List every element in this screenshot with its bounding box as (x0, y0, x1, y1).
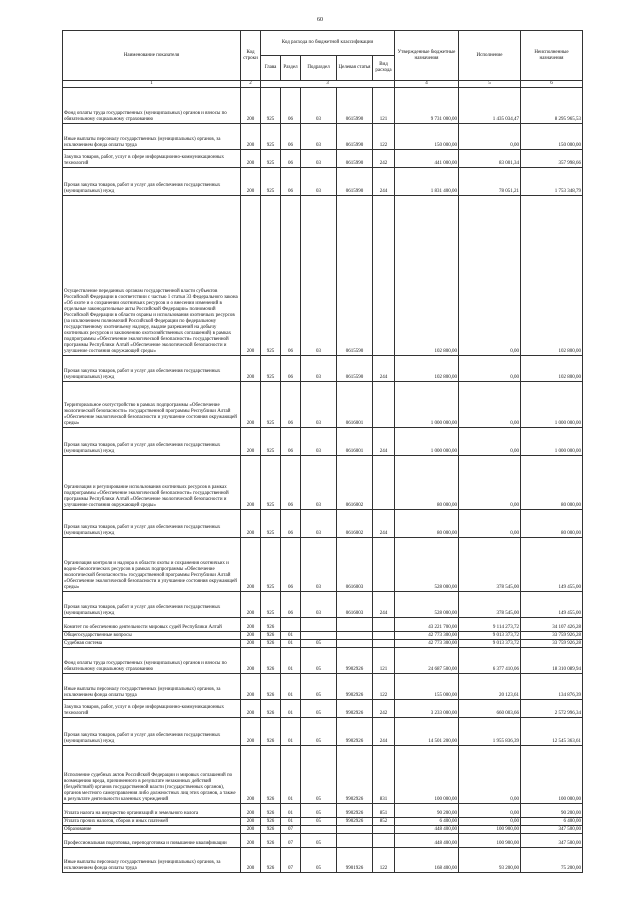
row-expense-type: 122 (373, 848, 395, 873)
row-expense-type: 244 (373, 510, 395, 538)
row-expense-type: 121 (373, 88, 395, 124)
header-glava: Глава (261, 56, 281, 81)
row-name: Исполнение судебных актов Российской Федерации и мировых соглашений по возмещению вреда, причиненного в результате незаконных действий (бездействий) органов государственной власти (государственных органов), органов местного самоуправления либо должностных лиц этих органов, а также в результате деятельности казенных учреждений (63, 746, 241, 804)
row-podrazdel: 03 (301, 196, 337, 356)
row-razdel: 06 (281, 124, 301, 150)
header-podrazdel: Подраздел (301, 56, 337, 81)
row-glava: 925 (261, 196, 281, 356)
row-approved: 80 000,00 (395, 456, 459, 510)
row-glava: 926 (261, 804, 281, 818)
row-name: Профессиональная подготовка, переподготовка и повышение квалификации (63, 834, 241, 848)
header-name: Наименование показателя (63, 31, 241, 81)
row-name: Общегосударственные вопросы (63, 632, 241, 640)
row-target-article: 9902926 (337, 648, 373, 674)
row-razdel: 01 (281, 718, 301, 746)
row-glava: 926 (261, 818, 281, 826)
row-execution: 1 955 836,39 (459, 718, 521, 746)
table-row (63, 456, 583, 510)
row-name: Прочая закупка товаров, работ и услуг для обеспечения государственных (муниципальных) нужд (63, 428, 241, 456)
column-number: 4 (395, 81, 459, 88)
row-execution: 378 545,00 (459, 592, 521, 618)
row-glava: 925 (261, 88, 281, 124)
row-podrazdel: 05 (301, 648, 337, 674)
row-glava: 925 (261, 538, 281, 592)
row-podrazdel: 03 (301, 124, 337, 150)
row-execution: 0,00 (459, 510, 521, 538)
row-razdel: 01 (281, 818, 301, 826)
row-expense-type (373, 632, 395, 640)
header-expense-type: Вид расхода (373, 56, 395, 81)
row-unexecuted: 102 800,00 (521, 356, 583, 382)
row-unexecuted: 357 998,66 (521, 150, 583, 168)
row-approved: 528 000,00 (395, 592, 459, 618)
table-row (63, 818, 583, 826)
row-name: Территориальное охотустройство в рамках подпрограммы «Обеспечение экологической безопасности» государственной программы Республики Алтай «Обеспечение экологической безопасности и улучшение состояния окружающей среды» (63, 382, 241, 428)
row-expense-type (373, 834, 395, 848)
row-approved: 528 000,00 (395, 538, 459, 592)
header-row-code: Код строки (241, 31, 261, 81)
row-execution: 0,00 (459, 804, 521, 818)
row-approved: 168 400,00 (395, 848, 459, 873)
row-target-article: 0615990 (337, 150, 373, 168)
table-row (63, 648, 583, 674)
row-razdel: 01 (281, 700, 301, 718)
row-glava: 926 (261, 618, 281, 632)
row-podrazdel: 05 (301, 834, 337, 848)
row-code: 200 (241, 592, 261, 618)
row-target-article: 9902926 (337, 718, 373, 746)
row-glava: 926 (261, 826, 281, 834)
row-podrazdel: 03 (301, 510, 337, 538)
row-approved: 448 400,00 (395, 826, 459, 834)
row-unexecuted: 80 000,00 (521, 456, 583, 510)
row-approved: 42 773 300,00 (395, 632, 459, 640)
table-row (63, 718, 583, 746)
row-execution: 20 123,61 (459, 674, 521, 700)
row-target-article: 0616003 (337, 538, 373, 592)
row-code: 200 (241, 834, 261, 848)
row-name: Иные выплаты персоналу государственных (муниципальных) органов, за исключением фонда оплаты труда (63, 674, 241, 700)
row-target-article: 0615990 (337, 168, 373, 196)
row-expense-type: 242 (373, 150, 395, 168)
row-name: Образование (63, 826, 241, 834)
row-target-article: 0616002 (337, 456, 373, 510)
row-glava: 926 (261, 746, 281, 804)
row-unexecuted: 1 753 348,79 (521, 168, 583, 196)
row-expense-type (373, 826, 395, 834)
row-glava: 925 (261, 510, 281, 538)
row-approved: 1 000 000,00 (395, 382, 459, 428)
row-unexecuted: 149 455,00 (521, 538, 583, 592)
table-row (63, 618, 583, 632)
row-podrazdel: 05 (301, 674, 337, 700)
row-razdel: 01 (281, 674, 301, 700)
row-razdel: 01 (281, 746, 301, 804)
row-name: Прочая закупка товаров, работ и услуг для обеспечения государственных (муниципальных) нужд (63, 592, 241, 618)
row-podrazdel: 03 (301, 456, 337, 510)
row-razdel: 01 (281, 648, 301, 674)
row-razdel: 07 (281, 834, 301, 848)
table-row (63, 538, 583, 592)
row-expense-type: 851 (373, 804, 395, 818)
row-razdel: 06 (281, 356, 301, 382)
row-glava: 926 (261, 648, 281, 674)
table-row (63, 168, 583, 196)
row-unexecuted: 149 455,00 (521, 592, 583, 618)
row-name: Прочая закупка товаров, работ и услуг для обеспечения государственных (муниципальных) нужд (63, 356, 241, 382)
header-classification: Код расхода по бюджетной классификации (261, 31, 395, 56)
row-code: 200 (241, 640, 261, 648)
table-row (63, 632, 583, 640)
row-podrazdel: 03 (301, 150, 337, 168)
row-name: Фонд оплаты труда государственных (муниципальных) органов и взносы по обязательному социальному страхованию (63, 88, 241, 124)
table-row (63, 834, 583, 848)
row-unexecuted: 34 107 426,28 (521, 618, 583, 632)
row-approved: 6 400,00 (395, 818, 459, 826)
row-glava: 925 (261, 124, 281, 150)
row-target-article: 0615590 (337, 356, 373, 382)
row-approved: 80 000,00 (395, 510, 459, 538)
row-execution: 9 013 373,72 (459, 632, 521, 640)
table-row (63, 150, 583, 168)
row-expense-type: 244 (373, 168, 395, 196)
table-row (63, 510, 583, 538)
row-execution: 0,00 (459, 746, 521, 804)
row-code: 200 (241, 632, 261, 640)
row-podrazdel: 03 (301, 356, 337, 382)
column-number: 6 (521, 81, 583, 88)
row-podrazdel: 05 (301, 700, 337, 718)
row-name: Организация контроля и надзора в области охоты и сохранения охотничьих и водно-биологических ресурсов в рамках подпрограммы «Обеспечение экологической безопасности» государственной программы Республики Алтай «Обеспечение экологической безопасности и улучшение состояния окружающей среды» (63, 538, 241, 592)
row-expense-type (373, 456, 395, 510)
row-razdel: 01 (281, 804, 301, 818)
row-approved: 100 000,00 (395, 746, 459, 804)
row-unexecuted: 1 000 000,00 (521, 382, 583, 428)
row-execution: 100 900,00 (459, 834, 521, 848)
row-target-article (337, 834, 373, 848)
column-number: 5 (459, 81, 521, 88)
table-row (63, 826, 583, 834)
row-approved: 102 800,00 (395, 356, 459, 382)
row-execution: 0,00 (459, 428, 521, 456)
table-body (63, 88, 583, 873)
row-podrazdel: 03 (301, 592, 337, 618)
row-expense-type (373, 196, 395, 356)
row-code: 200 (241, 456, 261, 510)
row-name: Уплата прочих налогов, сборов и иных платежей (63, 818, 241, 826)
row-code: 200 (241, 150, 261, 168)
row-execution: 0,00 (459, 124, 521, 150)
row-podrazdel (301, 826, 337, 834)
row-code: 200 (241, 746, 261, 804)
row-target-article: 9902926 (337, 804, 373, 818)
row-razdel: 06 (281, 538, 301, 592)
row-target-article: 0616002 (337, 510, 373, 538)
row-expense-type: 122 (373, 124, 395, 150)
row-target-article: 9902926 (337, 818, 373, 826)
row-expense-type: 852 (373, 818, 395, 826)
row-unexecuted: 150 000,00 (521, 124, 583, 150)
row-execution: 78 051,21 (459, 168, 521, 196)
table-row (63, 88, 583, 124)
row-razdel: 07 (281, 848, 301, 873)
row-unexecuted: 12 545 363,61 (521, 718, 583, 746)
row-execution: 0,00 (459, 456, 521, 510)
row-approved: 1 831 400,00 (395, 168, 459, 196)
row-target-article: 9902926 (337, 674, 373, 700)
row-code: 200 (241, 168, 261, 196)
row-approved: 90 200,00 (395, 804, 459, 818)
row-code: 200 (241, 538, 261, 592)
table-row (63, 592, 583, 618)
row-approved: 43 221 700,00 (395, 618, 459, 632)
row-unexecuted: 1 000 000,00 (521, 428, 583, 456)
table-row (63, 428, 583, 456)
row-approved: 155 000,00 (395, 674, 459, 700)
row-name: Фонд оплаты труда государственных (муниципальных) органов и взносы по обязательному социальному страхованию (63, 648, 241, 674)
row-execution: 9 114 273,72 (459, 618, 521, 632)
row-target-article: 0616003 (337, 592, 373, 618)
row-expense-type: 122 (373, 674, 395, 700)
row-razdel: 06 (281, 196, 301, 356)
row-name: Уплата налога на имущество организаций и земельного налога (63, 804, 241, 818)
row-execution: 6 377 410,06 (459, 648, 521, 674)
row-code: 200 (241, 848, 261, 873)
row-unexecuted: 100 000,00 (521, 746, 583, 804)
row-glava: 925 (261, 150, 281, 168)
row-unexecuted: 102 800,00 (521, 196, 583, 356)
row-name: Прочая закупка товаров, работ и услуг для обеспечения государственных (муниципальных) нужд (63, 510, 241, 538)
row-unexecuted: 2 572 996,34 (521, 700, 583, 718)
row-code: 200 (241, 356, 261, 382)
row-razdel: 06 (281, 592, 301, 618)
row-razdel: 01 (281, 632, 301, 640)
row-podrazdel (301, 632, 337, 640)
row-razdel: 06 (281, 88, 301, 124)
row-podrazdel: 05 (301, 640, 337, 648)
row-expense-type: 242 (373, 700, 395, 718)
row-glava: 926 (261, 700, 281, 718)
row-target-article (337, 640, 373, 648)
row-target-article: 0615990 (337, 88, 373, 124)
row-unexecuted: 134 876,39 (521, 674, 583, 700)
row-podrazdel: 05 (301, 848, 337, 873)
row-target-article: 0616001 (337, 428, 373, 456)
table-row (63, 848, 583, 873)
row-name: Прочая закупка товаров, работ и услуг для обеспечения государственных (муниципальных) нужд (63, 168, 241, 196)
column-number: 2 (241, 81, 261, 88)
row-execution: 83 001,34 (459, 150, 521, 168)
row-approved: 448 400,00 (395, 834, 459, 848)
row-unexecuted: 75 200,00 (521, 848, 583, 873)
row-execution: 0,00 (459, 818, 521, 826)
page-number: 60 (317, 17, 323, 23)
row-unexecuted: 90 200,00 (521, 804, 583, 818)
row-expense-type: 121 (373, 648, 395, 674)
table-row (63, 640, 583, 648)
row-approved: 1 000 000,00 (395, 428, 459, 456)
row-unexecuted: 18 310 089,94 (521, 648, 583, 674)
row-razdel: 06 (281, 382, 301, 428)
row-podrazdel: 05 (301, 804, 337, 818)
table-row (63, 382, 583, 428)
row-glava: 925 (261, 456, 281, 510)
row-approved: 24 687 500,00 (395, 648, 459, 674)
row-code: 200 (241, 382, 261, 428)
row-execution: 1 435 034,47 (459, 88, 521, 124)
row-code: 200 (241, 428, 261, 456)
column-number: 3 (261, 81, 395, 88)
row-podrazdel: 05 (301, 746, 337, 804)
row-approved: 14 501 200,00 (395, 718, 459, 746)
row-code: 200 (241, 718, 261, 746)
row-podrazdel: 05 (301, 718, 337, 746)
row-unexecuted: 80 000,00 (521, 510, 583, 538)
row-name: Осуществление переданных органам государственной власти субъектов Российской Федерации в соответствии с частью 1 статьи 33 Федерального закона «Об охоте и о сохранении охотничьих ресурсов и о внесении изменений в отдельные законодательные акты Российской Федерации» полномочий Российской Федерации в области охраны и использования охотничьих ресурсов (за исключением полномочий Российской Федерации по федеральному государственному охотничьему надзору, выдаче разрешений на добычу охотничьих ресурсов и заключению охотхозяйственных соглашений) в рамках подпрограммы «Обеспечение экологической безопасности» государственной программы Республики Алтай «Обеспечение экологической безопасности и улучшение состояния окружающей среды» (63, 196, 241, 356)
row-execution: 0,00 (459, 196, 521, 356)
row-expense-type (373, 640, 395, 648)
row-code: 200 (241, 648, 261, 674)
row-approved: 9 731 000,00 (395, 88, 459, 124)
row-approved: 150 000,00 (395, 124, 459, 150)
row-execution: 378 545,00 (459, 538, 521, 592)
row-razdel: 06 (281, 510, 301, 538)
row-podrazdel: 03 (301, 88, 337, 124)
row-razdel: 01 (281, 640, 301, 648)
row-name: Закупка товаров, работ, услуг в сфере информационно-коммуникационных технологий (63, 150, 241, 168)
row-glava: 925 (261, 428, 281, 456)
header-razdel: Раздел (281, 56, 301, 81)
row-name: Иные выплаты персоналу государственных (муниципальных) органов, за исключением фонда оплаты труда (63, 848, 241, 873)
row-name: Закупка товаров, работ, услуг в сфере информационно-коммуникационных технологий (63, 700, 241, 718)
row-target-article: 9902926 (337, 700, 373, 718)
row-podrazdel: 03 (301, 538, 337, 592)
header-unexecuted: Неисполненные назначения (521, 31, 583, 81)
row-podrazdel (301, 618, 337, 632)
budget-execution-table (62, 30, 583, 873)
row-expense-type: 244 (373, 356, 395, 382)
row-name: Организация и регулирование использования охотничьих ресурсов в рамках подпрограммы «Обеспечение экологической безопасности» государственной программы Республики Алтай «Обеспечение экологической безопасности и улучшение состояния окружающей среды» (63, 456, 241, 510)
row-glava: 925 (261, 356, 281, 382)
row-name: Судебная система (63, 640, 241, 648)
table-row (63, 196, 583, 356)
table-row (63, 746, 583, 804)
row-target-article: 9902926 (337, 746, 373, 804)
table-row (63, 700, 583, 718)
row-approved: 102 800,00 (395, 196, 459, 356)
row-unexecuted: 347 500,00 (521, 834, 583, 848)
row-unexecuted: 33 759 926,28 (521, 632, 583, 640)
row-code: 200 (241, 88, 261, 124)
row-execution: 100 900,00 (459, 826, 521, 834)
row-glava: 926 (261, 674, 281, 700)
table-row (63, 804, 583, 818)
row-code: 200 (241, 826, 261, 834)
row-execution: 0,00 (459, 356, 521, 382)
row-execution: 660 003,66 (459, 700, 521, 718)
row-expense-type (373, 618, 395, 632)
table-row (63, 124, 583, 150)
row-podrazdel: 03 (301, 168, 337, 196)
row-expense-type: 244 (373, 428, 395, 456)
row-unexecuted: 33 759 926,28 (521, 640, 583, 648)
row-approved: 441 000,00 (395, 150, 459, 168)
row-razdel (281, 618, 301, 632)
row-podrazdel: 05 (301, 818, 337, 826)
row-unexecuted: 8 295 965,53 (521, 88, 583, 124)
row-razdel: 06 (281, 168, 301, 196)
row-target-article (337, 826, 373, 834)
row-expense-type (373, 538, 395, 592)
row-target-article (337, 632, 373, 640)
row-name: Прочая закупка товаров, работ и услуг для обеспечения государственных (муниципальных) нужд (63, 718, 241, 746)
row-razdel: 07 (281, 826, 301, 834)
row-code: 200 (241, 700, 261, 718)
row-expense-type (373, 382, 395, 428)
row-glava: 925 (261, 382, 281, 428)
row-code: 200 (241, 804, 261, 818)
row-razdel: 06 (281, 428, 301, 456)
row-execution: 9 013 373,72 (459, 640, 521, 648)
row-execution: 93 200,00 (459, 848, 521, 873)
row-podrazdel: 03 (301, 382, 337, 428)
row-glava: 926 (261, 834, 281, 848)
header-execution: Исполнение (459, 31, 521, 81)
row-podrazdel: 03 (301, 428, 337, 456)
row-glava: 925 (261, 592, 281, 618)
row-razdel: 06 (281, 456, 301, 510)
row-glava: 926 (261, 848, 281, 873)
header-target-article: Целевая статья (337, 56, 373, 81)
row-code: 200 (241, 818, 261, 826)
header-approved: Утвержденные бюджетные назначения (395, 31, 459, 81)
row-execution: 0,00 (459, 382, 521, 428)
row-approved: 3 233 000,00 (395, 700, 459, 718)
row-target-article: 9901926 (337, 848, 373, 873)
row-target-article: 0615990 (337, 124, 373, 150)
row-code: 200 (241, 618, 261, 632)
row-code: 200 (241, 510, 261, 538)
row-razdel: 06 (281, 150, 301, 168)
row-code: 200 (241, 674, 261, 700)
row-glava: 926 (261, 718, 281, 746)
row-expense-type: 831 (373, 746, 395, 804)
row-expense-type: 244 (373, 592, 395, 618)
row-glava: 926 (261, 640, 281, 648)
row-expense-type: 244 (373, 718, 395, 746)
row-name: Комитет по обеспечению деятельности мировых судей Республики Алтай (63, 618, 241, 632)
table-row (63, 356, 583, 382)
row-target-article: 0615590 (337, 196, 373, 356)
column-number: 1 (63, 81, 241, 88)
row-target-article: 0616001 (337, 382, 373, 428)
row-approved: 42 773 300,00 (395, 640, 459, 648)
row-target-article (337, 618, 373, 632)
row-glava: 925 (261, 168, 281, 196)
row-code: 200 (241, 196, 261, 356)
row-unexecuted: 347 500,00 (521, 826, 583, 834)
row-glava: 926 (261, 632, 281, 640)
table-row (63, 674, 583, 700)
row-code: 200 (241, 124, 261, 150)
row-unexecuted: 6 400,00 (521, 818, 583, 826)
row-name: Иные выплаты персоналу государственных (муниципальных) органов, за исключением фонда оплаты труда (63, 124, 241, 150)
